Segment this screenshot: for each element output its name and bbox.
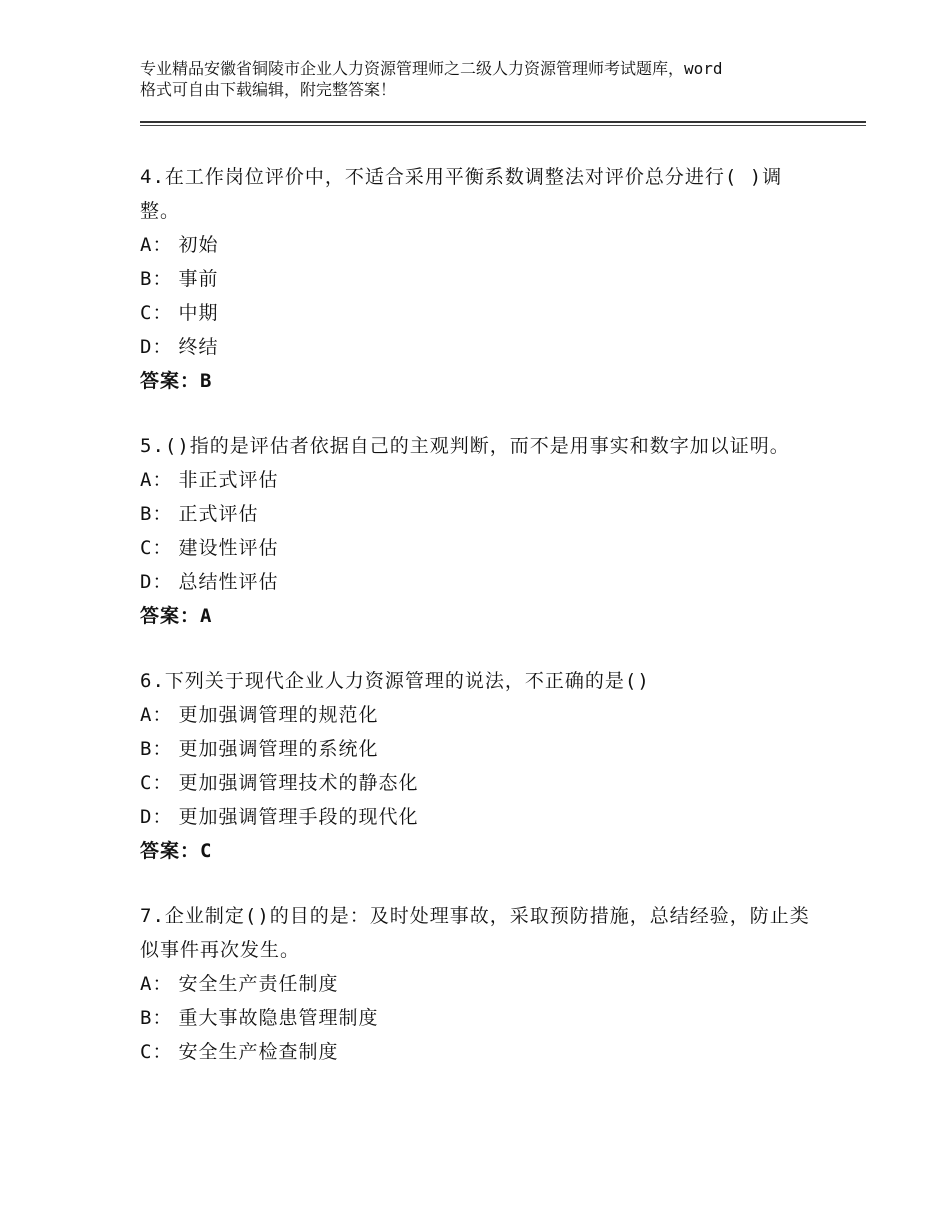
option-a	[140, 463, 820, 497]
question-number: 6.	[140, 670, 165, 692]
question-4	[140, 160, 820, 398]
option-text: 安全生产责任制度	[178, 973, 339, 995]
option-text: 初始	[178, 234, 219, 256]
option-text: 更加强调管理手段的现代化	[178, 806, 419, 828]
option-c	[140, 531, 820, 565]
option-key: B：	[140, 268, 173, 290]
question-text	[140, 160, 820, 228]
option-c	[140, 1035, 820, 1069]
option-key: B：	[140, 1007, 173, 1029]
option-text: 安全生产检查制度	[178, 1041, 339, 1063]
question-text	[140, 899, 820, 967]
header-divider-thin	[140, 125, 866, 126]
question-text	[140, 664, 820, 698]
question-number: 5.	[140, 435, 165, 457]
option-b	[140, 732, 820, 766]
question-6	[140, 664, 820, 868]
option-b	[140, 1001, 820, 1035]
option-key: C：	[140, 537, 173, 559]
question-stem: ()指的是评估者依据自己的主观判断，而不是用事实和数字加以证明。	[164, 435, 790, 457]
question-7	[140, 899, 820, 1069]
option-a	[140, 698, 820, 732]
option-key: D：	[140, 806, 173, 828]
option-text: 重大事故隐患管理制度	[178, 1007, 379, 1029]
question-5	[140, 429, 820, 633]
option-text: 中期	[178, 302, 219, 324]
header-divider	[140, 121, 866, 123]
option-key: A：	[140, 704, 173, 726]
answer: 答案：A	[140, 605, 213, 627]
option-text: 非正式评估	[178, 469, 279, 491]
option-a	[140, 228, 820, 262]
option-text: 更加强调管理的规范化	[178, 704, 379, 726]
question-text	[140, 429, 820, 463]
question-number: 7.	[140, 905, 165, 927]
option-d	[140, 330, 820, 364]
option-text: 更加强调管理的系统化	[178, 738, 379, 760]
option-text: 更加强调管理技术的静态化	[178, 772, 419, 794]
option-c	[140, 766, 820, 800]
option-key: B：	[140, 738, 173, 760]
question-stem: 下列关于现代企业人力资源管理的说法，不正确的是()	[164, 670, 650, 692]
option-key: B：	[140, 503, 173, 525]
option-text: 正式评估	[178, 503, 259, 525]
document-header	[140, 58, 840, 100]
option-key: C：	[140, 302, 173, 324]
option-key: C：	[140, 772, 173, 794]
question-list	[140, 160, 820, 1100]
option-a	[140, 967, 820, 1001]
option-key: A：	[140, 973, 173, 995]
option-text: 建设性评估	[178, 537, 279, 559]
header-line-1: 专业精品安徽省铜陵市企业人力资源管理师之二级人力资源管理师考试题库，word	[140, 59, 723, 78]
option-key: A：	[140, 234, 173, 256]
option-text: 总结性评估	[178, 571, 279, 593]
option-key: D：	[140, 336, 173, 358]
option-b	[140, 497, 820, 531]
answer: 答案：B	[140, 370, 213, 392]
option-key: D：	[140, 571, 173, 593]
option-c	[140, 296, 820, 330]
option-b	[140, 262, 820, 296]
answer: 答案：C	[140, 840, 213, 862]
option-d	[140, 565, 820, 599]
header-line-2: 格式可自由下载编辑，附完整答案！	[140, 80, 397, 99]
option-text: 事前	[178, 268, 219, 290]
question-number: 4.	[140, 166, 165, 188]
option-text: 终结	[178, 336, 219, 358]
option-key: A：	[140, 469, 173, 491]
option-key: C：	[140, 1041, 173, 1063]
option-d	[140, 800, 820, 834]
question-stem: 在工作岗位评价中，不适合采用平衡系数调整法对评价总分进行( )调整。	[140, 166, 783, 222]
question-stem: 企业制定()的目的是：及时处理事故，采取预防措施，总结经验，防止类似事件再次发生。	[140, 905, 810, 961]
